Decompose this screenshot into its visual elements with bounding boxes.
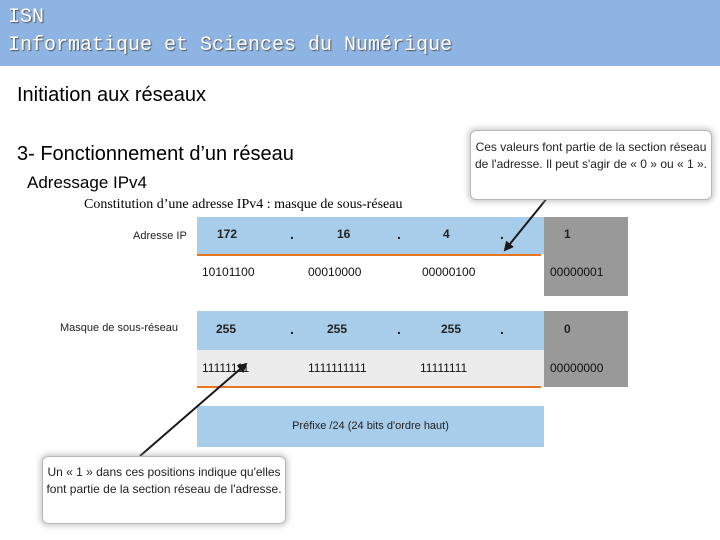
- mask-octet-3: 255: [441, 322, 462, 336]
- header-course-title: Informatique et Sciences du Numérique: [8, 34, 453, 57]
- mask-binary-2: 1111111111: [308, 361, 367, 375]
- mask-octet-2: 255: [327, 322, 348, 336]
- ip-octet-4: 1: [564, 227, 571, 241]
- slide-subtitle: Initiation aux réseaux: [17, 84, 207, 106]
- ip-binary-4: 00000001: [550, 265, 604, 279]
- ip-binary-2: 00010000: [308, 265, 362, 279]
- subsection-title: Adressage IPv4: [27, 173, 148, 192]
- mask-dot-1: .: [290, 321, 294, 337]
- section-title: 3- Fonctionnement d’un réseau: [17, 143, 294, 165]
- mask-dot-3: .: [500, 321, 504, 337]
- ip-dot-2: .: [397, 226, 401, 242]
- header-course-code: ISN: [8, 6, 45, 29]
- arrow-to-ip-network: [505, 197, 548, 250]
- callout-mask-ones: [42, 456, 286, 524]
- mask-octet-4: 0: [564, 322, 571, 336]
- arrow-to-mask-ones: [140, 364, 246, 456]
- ip-binary-3: 00000100: [422, 265, 476, 279]
- callout-network-values-text: Ces valeurs font partie de la section réseau de l'adresse. Il peut s'agir de « 0 » ou « 1 ».: [474, 140, 708, 171]
- mask-binary-1: 11111111: [202, 361, 250, 375]
- mask-binary-3: 11111111: [420, 361, 468, 375]
- callout-network-values: [470, 130, 712, 200]
- subnet-mask-label: Masque de sous-réseau: [60, 322, 179, 334]
- ip-address-label: Adresse IP: [133, 230, 187, 242]
- prefix-label: Préfixe /24 (24 bits d'ordre haut): [292, 420, 449, 432]
- ip-dot-1: .: [290, 226, 294, 242]
- mask-octet-1: 255: [216, 322, 237, 336]
- mask-binary-4: 00000000: [550, 361, 604, 375]
- ip-octet-3: 4: [443, 227, 450, 241]
- ip-octet-2: 16: [337, 227, 351, 241]
- ip-octet-1: 172: [217, 227, 238, 241]
- mask-dot-2: .: [397, 321, 401, 337]
- ip-dot-3: .: [500, 226, 504, 242]
- diagram-caption: Constitution d’une adresse IPv4 : masque de sous-réseau: [84, 197, 403, 212]
- ip-binary-1: 10101100: [202, 265, 255, 279]
- callout-mask-ones-text: Un « 1 » dans ces positions indique qu'elles font partie de la section réseau de l'adresse.: [46, 465, 282, 496]
